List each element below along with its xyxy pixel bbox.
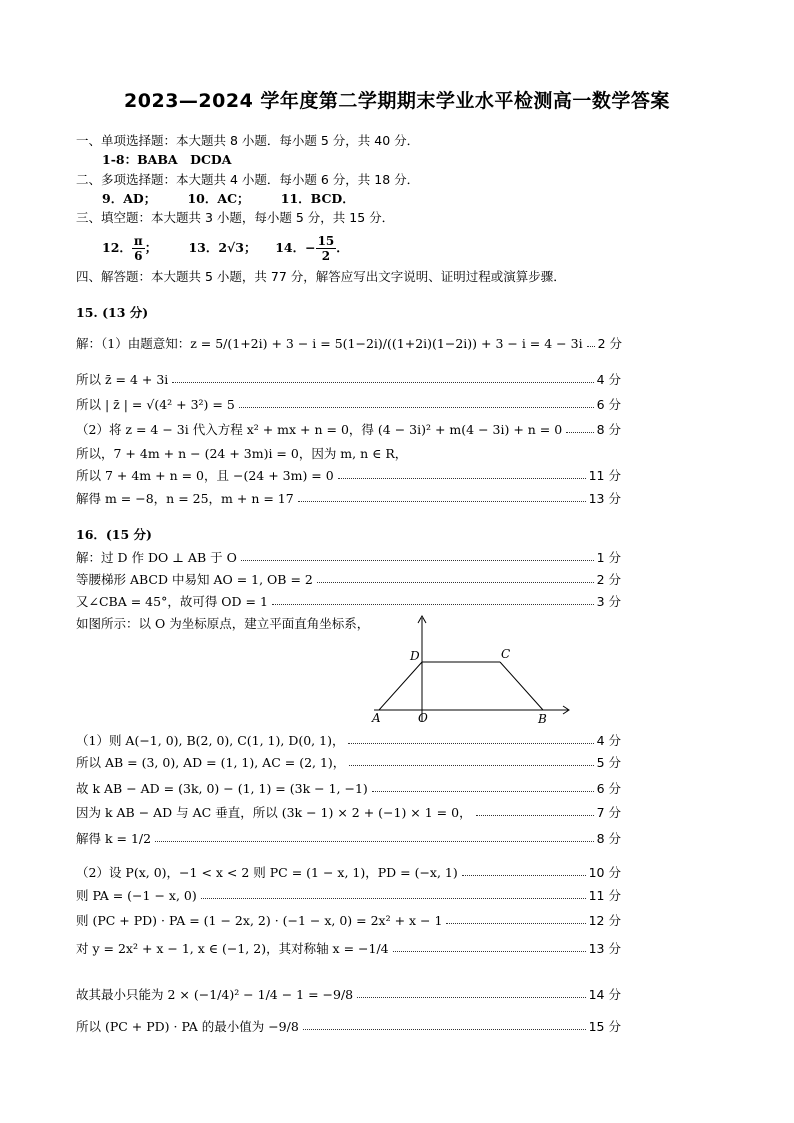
- score-label: 11 分: [588, 888, 621, 903]
- q15-line-text: 所以 z̄ = 4 + 3i: [76, 372, 169, 387]
- q12-denominator: 6: [134, 248, 143, 263]
- label-A: A: [372, 711, 381, 725]
- dot-leader: [201, 898, 586, 899]
- q16-line: [76, 592, 621, 610]
- q14-numerator: 15: [317, 233, 335, 248]
- q16-line-text: 解：过 D 作 DO ⊥ AB 于 O: [76, 550, 237, 565]
- page-title: 2023—2024 学年度第二学期期末学业水平检测高一数学答案: [124, 90, 670, 112]
- section-2-answers: 9．AD； 10．AC； 11．BCD．: [102, 191, 355, 206]
- q16-line-text: 所以 AB = (3, 0), AD = (1, 1), AC = (2, 1)，: [76, 755, 346, 770]
- dot-leader: [357, 997, 585, 998]
- q15-line: [76, 420, 621, 438]
- score-label: 2 分: [596, 572, 621, 587]
- dot-leader: [393, 951, 586, 952]
- q16-line: [76, 985, 621, 1003]
- q16-line: [76, 779, 621, 797]
- q15-line-text: 解：（1）由题意知：z = 5/(1+2i) + 3 − i = 5(1−2i)/((1+2i)(1−2i)) + 3 − i = 4 − 3i: [76, 336, 583, 351]
- dot-leader: [272, 604, 594, 605]
- q15-line-text: 所以 7 + 4m + n = 0，且 −(24 + 3m) = 0: [76, 468, 334, 483]
- q16-line: [76, 570, 621, 588]
- dot-leader: [241, 560, 594, 561]
- dot-leader: [349, 765, 593, 766]
- q16-line-text: 如图所示：以 O 为坐标原点，建立平面直角坐标系，: [76, 616, 370, 631]
- q12-numerator: π: [133, 233, 143, 248]
- label-O: O: [418, 711, 428, 725]
- dot-leader: [476, 815, 594, 816]
- q14-period: ．: [336, 240, 349, 255]
- dot-leader: [155, 841, 593, 842]
- dot-leader: [338, 478, 586, 479]
- dot-leader: [462, 875, 586, 876]
- q15-line-text: （2）将 z = 4 − 3i 代入方程 x² + mx + n = 0，得 (4 − 3i)² + m(4 − 3i) + n = 0: [76, 422, 563, 437]
- label-D: D: [410, 649, 420, 663]
- score-label: 3 分: [596, 594, 621, 609]
- q16-line: [76, 829, 621, 847]
- q16-line: [76, 886, 621, 904]
- dot-leader: [348, 743, 593, 744]
- q16-header: 16．(15 分): [76, 527, 152, 542]
- q16-line: [76, 939, 621, 957]
- dot-leader: [587, 346, 595, 347]
- q16-line-text: 因为 k AB − AD 与 AC 垂直，所以 (3k − 1) × 2 + (−1) × 1 = 0，: [76, 805, 472, 820]
- q15-line-text: 所以，7 + 4m + n − (24 + 3m)i = 0，因为 m, n ∈ R，: [76, 446, 408, 461]
- q16-line-text: 解得 k = 1/2: [76, 831, 152, 846]
- score-label: 15 分: [588, 1019, 621, 1034]
- label-C: C: [501, 647, 511, 661]
- q12-fraction: [132, 234, 145, 263]
- q16-line-text: 又∠CBA = 45°，故可得 OD = 1: [76, 594, 268, 609]
- score-label: 2 分: [597, 336, 622, 351]
- q15-line-text: 所以 | z̄ | = √(4² + 3²) = 5: [76, 397, 235, 412]
- score-label: 6 分: [596, 781, 621, 796]
- edge-CB: [500, 662, 543, 710]
- q14-denominator: 2: [321, 248, 331, 263]
- score-label: 11 分: [588, 468, 621, 483]
- q14-fraction: [316, 234, 337, 263]
- q15-line-text: 解得 m = −8，n = 25，m + n = 17: [76, 491, 294, 506]
- score-label: 13 分: [588, 941, 621, 956]
- section-2-heading: 二、多项选择题：本大题共 4 小题．每小题 6 分，共 18 分．: [76, 172, 420, 187]
- section-1-heading: 一、单项选择题：本大题共 8 小题．每小题 5 分，共 40 分．: [76, 133, 420, 148]
- q16-line: [76, 753, 621, 771]
- dot-leader: [317, 582, 594, 583]
- q15-line: [76, 334, 621, 352]
- q16-line-text: 等腰梯形 ABCD 中易知 AO = 1, OB = 2: [76, 572, 313, 587]
- q16-line-text: （1）则 A(−1, 0), B(2, 0), C(1, 1), D(0, 1)，: [76, 733, 345, 748]
- dot-leader: [303, 1029, 586, 1030]
- q15-line: [76, 444, 621, 462]
- q16-line: [76, 803, 621, 821]
- score-label: 12 分: [588, 913, 621, 928]
- q16-line: [76, 863, 621, 881]
- score-label: 7 分: [596, 805, 621, 820]
- section-1-answers: 1-8：BABA DCDA: [102, 152, 232, 167]
- q16-line-text: 对 y = 2x² + x − 1, x ∈ (−1, 2)，其对称轴 x = −1/4: [76, 941, 389, 956]
- q16-line-text: 故其最小只能为 2 × (−1/4)² − 1/4 − 1 = −9/8: [76, 987, 354, 1002]
- q16-line: [76, 548, 621, 566]
- q16-line-text: （2）设 P(x, 0)，−1 < x < 2 则 PC = (1 − x, 1)，PD = (−x, 1): [76, 865, 458, 880]
- q16-line-text: 则 PA = (−1 − x, 0): [76, 888, 197, 903]
- q12-label: 12．: [102, 240, 132, 255]
- score-label: 5 分: [596, 755, 621, 770]
- dot-leader: [372, 791, 594, 792]
- edge-AD: [379, 662, 422, 710]
- dot-leader: [239, 407, 594, 408]
- dot-leader: [446, 923, 585, 924]
- trapezoid-diagram: [360, 612, 575, 727]
- section-4-heading: 四、解答题：本大题共 5 小题，共 77 分，解答应写出文字说明、证明过程或演算步骤．: [76, 269, 566, 284]
- score-label: 14 分: [588, 987, 621, 1002]
- score-label: 10 分: [588, 865, 621, 880]
- q15-header: 15. (13 分): [76, 305, 149, 320]
- q16-line-text: 则 (PC + PD) · PA = (1 − 2x, 2) · (−1 − x, 0) = 2x² + x − 1: [76, 913, 443, 928]
- q15-line: [76, 395, 621, 413]
- dot-leader: [298, 501, 586, 502]
- score-label: 1 分: [596, 550, 621, 565]
- dot-leader: [172, 382, 593, 383]
- q16-line-text: 所以 (PC + PD) · PA 的最小值为 −9/8: [76, 1019, 299, 1034]
- q16-line: [76, 911, 621, 929]
- q16-line: [76, 1017, 621, 1035]
- score-label: 8 分: [596, 831, 621, 846]
- q16-line-text: 故 k AB − AD = (3k, 0) − (1, 1) = (3k − 1, −1): [76, 781, 368, 796]
- score-label: 6 分: [596, 397, 621, 412]
- q15-line: [76, 370, 621, 388]
- q15-line: [76, 466, 621, 484]
- section-3-answers: [102, 230, 349, 266]
- score-label: 8 分: [596, 422, 621, 437]
- score-label: 4 分: [596, 733, 621, 748]
- q16-line: [76, 731, 621, 749]
- score-label: 13 分: [588, 491, 621, 506]
- section-3-heading: 三、填空题：本大题共 3 小题，每小题 5 分，共 15 分．: [76, 210, 395, 225]
- label-B: B: [538, 712, 547, 726]
- q15-line: [76, 489, 621, 507]
- dot-leader: [566, 432, 593, 433]
- score-label: 4 分: [596, 372, 621, 387]
- q13-q14-label: ； 13．2√3； 14．−: [144, 240, 316, 255]
